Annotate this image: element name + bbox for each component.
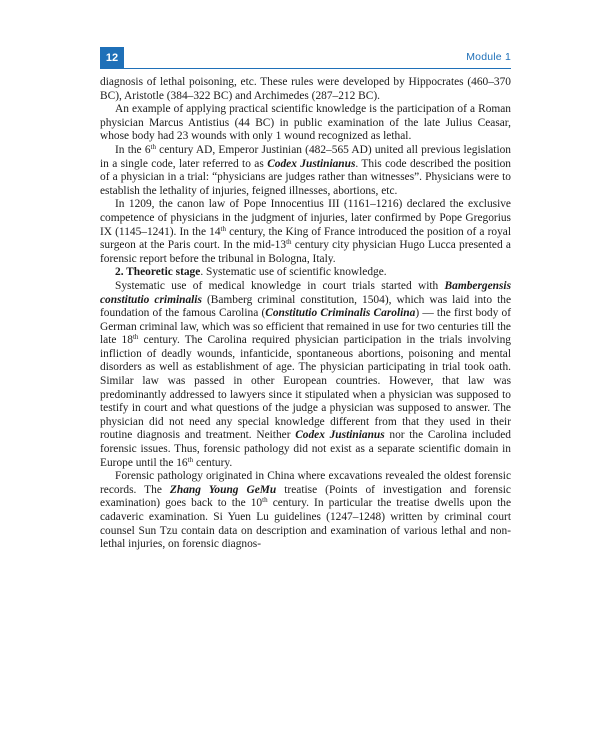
header-rule — [124, 68, 511, 69]
paragraph-3: In the 6th century AD, Emperor Justinian (482–565 AD) united all previous legislation in a single code, later referred to as Codex Justinianus. This code described the position of a physician in a trial: “physicians are judges rather than witnesses”. Physicians were to establish the lethality of injuries, feigned illnesses, abortions, etc. — [100, 142, 512, 197]
paragraph-2: An example of applying practical scientific knowledge is the participation of a Roman physician Marcus Antistius (44 BC) in public examination of the late Julius Ceasar, whose body had 23 wounds with only 1 wound recognized as lethal. — [100, 103, 511, 143]
module-label: Module 1 — [466, 51, 511, 63]
paragraph-4: In 1209, the canon law of Pope Innocentius III (1161–1216) declared the exclusive competence of physicians in the judgment of injuries, later confirmed by Pope Gregorius IX (1145–1241). In the 14th century, the King of France introduced the position of a royal surgeon at the Paris court. In the mid-13th century city physician Hugo Lucca presented a forensic report before the tribunal in Bologna, Italy. — [100, 198, 511, 265]
paragraph-6: Systematic use of medical knowledge in court trials started with Bambergensis constitutio criminalis (Bamberg criminal constitution, 1504), which was laid into the foundation of the famous Carolina (Constitutio Criminalis Carolina) — the first body of German criminal law, which was so efficient that remained in use for two centuries till the late 18th century. The Carolina required physician participation in the trials involving infliction of deadly wounds, infanticide, spontaneous abortions, poisoning and mental disorders as well as establishment of age. The physician participating in trial took oath. Similar law was passed in other European countries. However, that law was predominantly addressed to lawyers since it stipulated when a physician was supposed to testify in court and what questions of the judge a physician was supposed to answer. The physician did not need any special knowledge different from that they used in their routine diagnosis and treatment. Neither Codex Justinianus nor the Carolina included forensic issues. Thus, forensic pathology did not exist as a separate scientific domain in Europe until the 16th century. — [100, 279, 511, 469]
stage-heading: 2. Theoretic stage — [115, 266, 201, 279]
page-header — [100, 47, 511, 70]
paragraph-7: Forensic pathology originated in China where excavations revealed the oldest forensic records. The Zhang Young GeMu treatise (Points of investigation and forensic examination) goes back to the 10th century. In particular the treatise dwells upon the cadaveric examination. Si Yuen Lu guidelines (1247–1248) written by criminal court counsel Sun Tzu contain data on description and examination of various lethal and non-lethal injuries, on forensic diagnos- — [100, 470, 511, 551]
bamberg-title: Bambergensis constitutio criminalis — [100, 279, 511, 306]
body-text — [100, 76, 511, 552]
page-number: 12 — [100, 47, 124, 69]
carolina-title: Constitutio Criminalis Carolina — [265, 307, 416, 320]
paragraph-1: diagnosis of lethal poisoning, etc. These rules were developed by Hippocrates (460–370 BC), Aristotle (384–322 BC) and Archimedes (287–212 BC). — [100, 76, 511, 102]
paragraph-5: 2. Theoretic stage. Systematic use of scientific knowledge. — [115, 266, 387, 279]
treatise-title: Zhang Young GeMu — [169, 483, 277, 496]
codex-title: Codex Justinianus — [267, 157, 356, 170]
codex-title: Codex Justinianus — [295, 429, 385, 442]
